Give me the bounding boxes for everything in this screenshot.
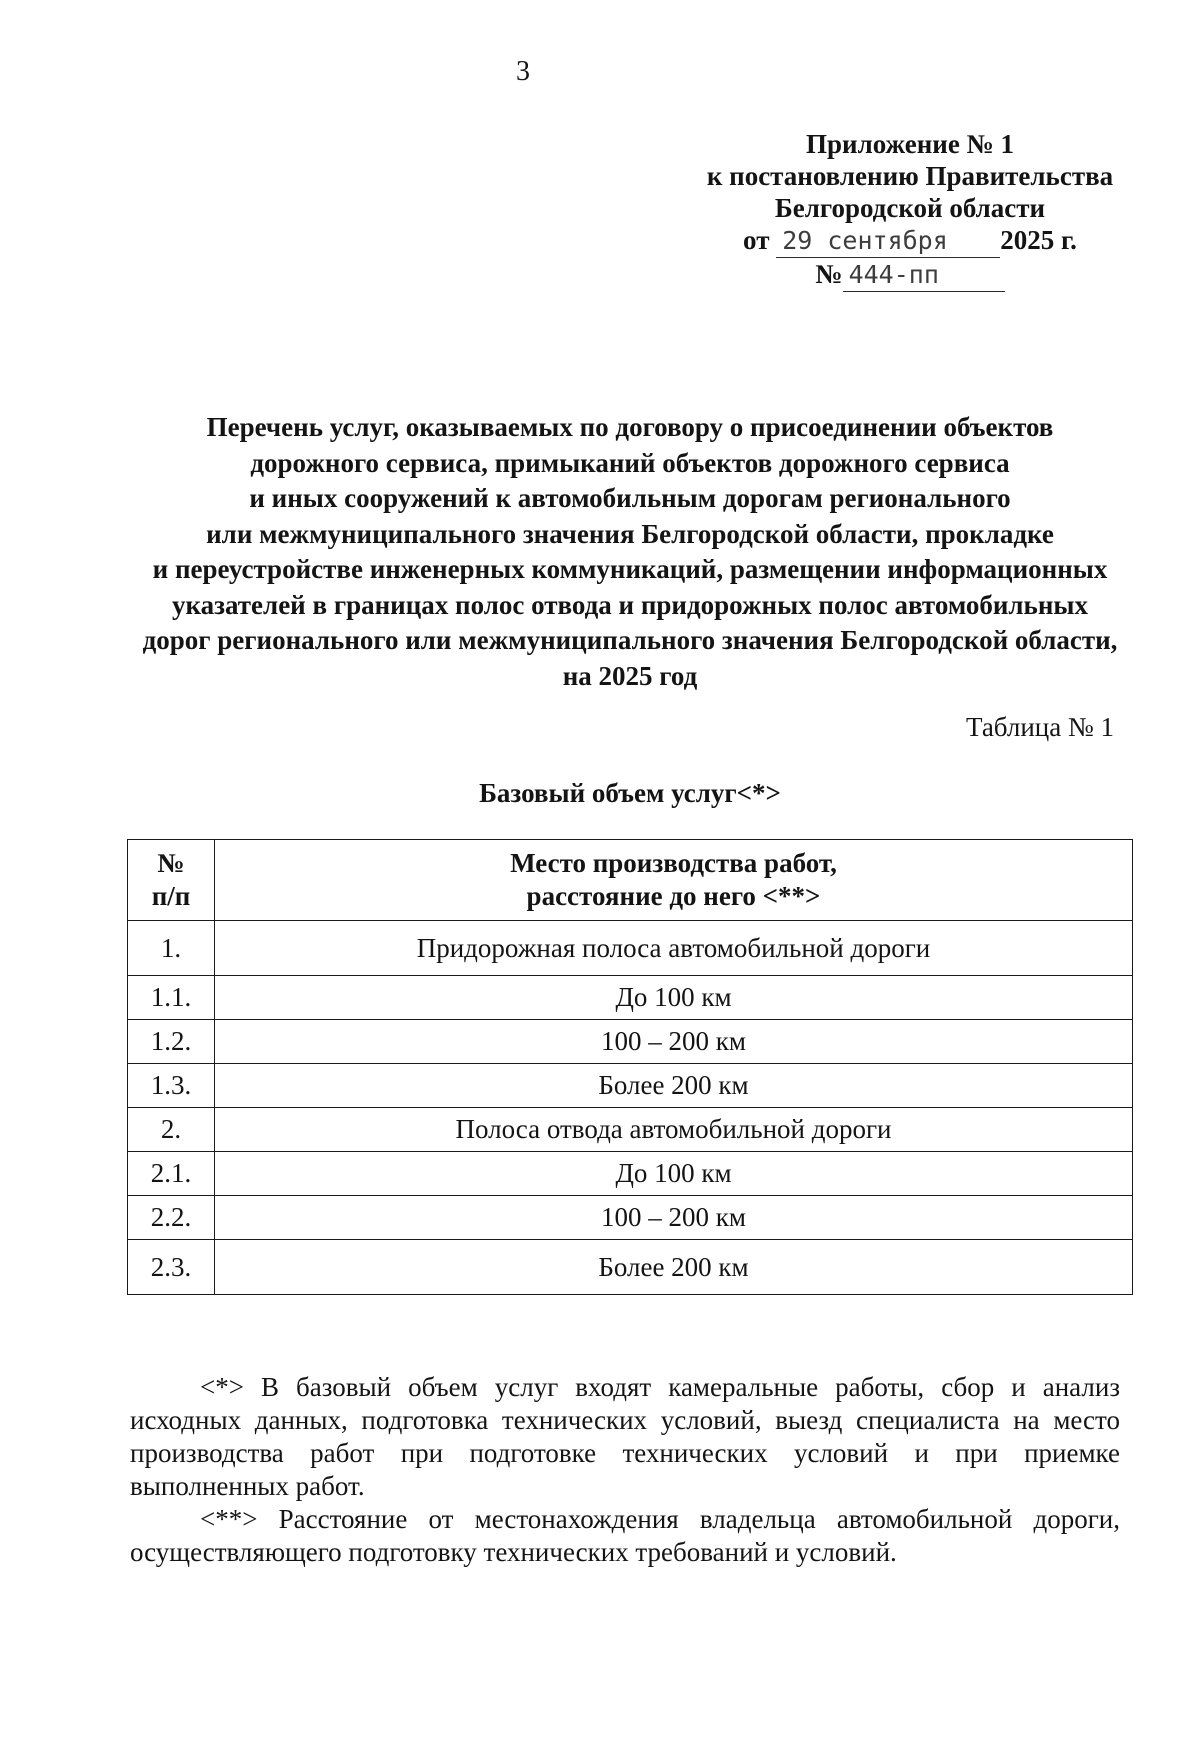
appendix-resolution-line: к постановлению Правительства <box>706 161 1114 191</box>
appendix-title: Приложение № 1 <box>806 129 1014 159</box>
document-title-line: дорог регионального или межмуниципального значения Белгородской области, <box>142 625 1118 655</box>
table-row <box>128 1020 1133 1064</box>
table-caption: Таблица № 1 <box>966 712 1114 742</box>
header-place-line: Место производства работ, <box>510 848 837 878</box>
table-row <box>128 976 1133 1020</box>
row-place: До 100 км <box>215 1152 1133 1196</box>
header-place-line: расстояние до него <**> <box>526 881 821 911</box>
date-value: 29 сентября <box>776 225 1000 258</box>
row-number: 1. <box>128 921 215 976</box>
table-row <box>128 1064 1133 1108</box>
row-number: 1.1. <box>128 976 215 1020</box>
appendix-header <box>680 128 1140 292</box>
services-table <box>127 839 1133 1295</box>
row-number: 2.3. <box>128 1240 215 1295</box>
page-number: 3 <box>516 56 530 87</box>
footnotes <box>130 1371 1120 1569</box>
row-number: 1.3. <box>128 1064 215 1108</box>
document-title-line: указателей в границах полос отвода и придорожных полос автомобильных <box>172 589 1088 620</box>
document-title-line: дорожного сервиса, примыканий объектов дорожного сервиса <box>250 447 1010 478</box>
header-number <box>128 840 215 921</box>
appendix-date-line <box>680 224 1140 258</box>
header-number-line: п/п <box>151 881 191 911</box>
document-title-line: и переустройстве инженерных коммуникаций, размещении информационных <box>152 554 1108 584</box>
row-number: 2.2. <box>128 1196 215 1240</box>
row-place: Более 200 км <box>215 1240 1133 1295</box>
number-value: 444-пп <box>843 259 1005 292</box>
document-title-line: на 2025 год <box>562 660 698 691</box>
date-suffix: 2025 г. <box>1000 225 1077 255</box>
footnote-single-asterisk: <*> В базовый объем услуг входят камеральные работы, сбор и анализ исходных данных, подготовка технических условий, выезд специалиста на место производства работ при подготовке технических условий и при приемке выполненных работ. <box>130 1372 1120 1501</box>
row-place: Полоса отвода автомобильной дороги <box>215 1108 1133 1152</box>
table-row <box>128 1108 1133 1152</box>
table-row <box>128 1152 1133 1196</box>
row-number: 1.2. <box>128 1020 215 1064</box>
document-title-line: и иных сооружений к автомобильным дорогам регионального <box>249 483 1011 513</box>
table-title: Базовый объем услуг<*> <box>479 778 781 808</box>
number-prefix: № <box>815 259 843 289</box>
header-number-line: № <box>157 848 185 878</box>
row-number: 2. <box>128 1108 215 1152</box>
table-row <box>128 1196 1133 1240</box>
row-place: 100 – 200 км <box>215 1020 1133 1064</box>
row-place: Придорожная полоса автомобильной дороги <box>215 921 1133 976</box>
document-title-line: или межмуниципального значения Белгородской области, прокладке <box>206 518 1054 549</box>
table-row <box>128 921 1133 976</box>
footnote-double-asterisk: <**> Расстояние от местонахождения владельца автомобильной дороги, осуществляющего подготовку технических требований и условий. <box>130 1504 1120 1567</box>
row-place: 100 – 200 км <box>215 1196 1133 1240</box>
date-prefix: от <box>743 225 770 255</box>
table-header-row <box>128 840 1133 921</box>
row-number: 2.1. <box>128 1152 215 1196</box>
appendix-region-line: Белгородской области <box>774 193 1046 223</box>
table-row <box>128 1240 1133 1295</box>
header-place <box>215 840 1133 921</box>
row-place: До 100 км <box>215 976 1133 1020</box>
row-place: Более 200 км <box>215 1064 1133 1108</box>
document-title-line: Перечень услуг, оказываемых по договору о присоединении объектов <box>206 412 1054 442</box>
document-title <box>130 410 1130 694</box>
appendix-number-line <box>680 258 1140 292</box>
